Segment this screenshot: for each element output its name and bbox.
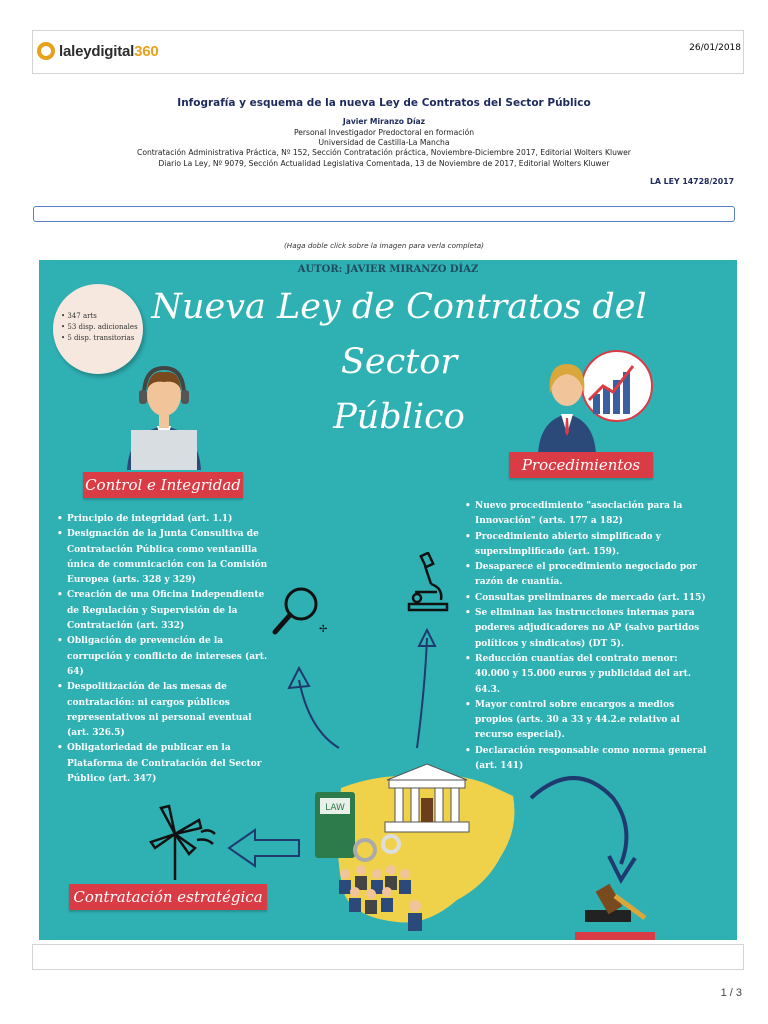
list-item: • Nuevo procedimiento "asociación para la Innovación" (arts. 177 a 182) [463,499,711,530]
list-item: • Designación de la Junta Consultiva de Contratación Pública como ventanilla única de comunicación con la Comisión Europea (arts. 328 y 329) [55,527,270,588]
control-integridad-list [55,512,270,787]
page-number: 1 / 3 [720,987,742,999]
list-item: • Consultas preliminares de mercado (art. 115) [463,591,711,606]
windmill-icon [139,802,219,882]
control-integridad-ribbon: Control e Integridad [83,472,243,498]
empty-content-box [33,206,735,222]
document-footer [32,944,744,970]
stat-item: • 53 disp. adicionales [61,322,138,333]
svg-text:✢: ✢ [319,624,328,635]
magnifier-icon [269,584,333,640]
microscope-icon [403,552,453,614]
list-item: • Obligatoriedad de publicar en la Plataforma de Contratación del Sector Público (art. 347) [55,741,270,787]
source-citation-1: Contratación Administrativa Práctica, Nº 152, Sección Contratación práctica, Noviembre-Diciembre 2017, Editorial Wolters Kluwer [137,148,631,157]
procedimientos-ribbon: Procedimientos [509,452,653,478]
list-item: • Declaración responsable como norma general (art. 141) [463,744,711,775]
arrow-up-icon [405,628,445,752]
list-item: • Obligación de prevención de la corrupción y conflicto de intereses (art. 64) [55,634,270,680]
arrow-left-icon [225,826,301,870]
stat-item: • 347 arts [61,311,138,322]
contratacion-estrategica-ribbon: Contratación estratégica [69,884,267,910]
header-date: 26/01/2018 [689,43,741,53]
document-header [32,30,744,74]
laleydigital-logo[interactable] [37,42,159,60]
list-item: • Se eliminan las instrucciones internas para poderes adjudicadores no AP (salvo partidos políticos y sindicatos) (DT 5). [463,606,711,652]
gavel-icon [575,874,655,940]
source-citation-2: Diario La Ley, Nº 9079, Sección Actualidad Legislativa Comentada, 13 de Noviembre de 2017, Editorial Wolters Kluwer [158,159,610,168]
infographic-image[interactable] [39,260,737,940]
logo-text: laleydigital360 [59,42,159,60]
list-item: • Principio de integridad (art. 1.1) [55,512,270,527]
click-note: (Haga doble click sobre la imagen para verla completa) [283,241,484,250]
reference-number: LA LEY 14728/2017 [649,177,734,186]
document-title: Infografía y esquema de la nueva Ley de Contratos del Sector Público [177,97,591,109]
infographic-title-line2: Público [333,397,465,437]
spain-map-icon [307,758,547,940]
procedimientos-list [463,499,711,774]
stat-item: • 5 disp. transitorias [61,333,138,344]
man-laptop-icon [119,360,209,472]
woman-chart-icon [537,348,657,456]
infographic-author: AUTOR: JAVIER MIRANZO DÍAZ [297,264,479,275]
author-position: Personal Investigador Predoctoral en formación [293,128,475,137]
author-university: Universidad de Castilla-La Mancha [318,138,450,147]
logo-icon [37,42,55,60]
list-item: • Creación de una Oficina Independiente de Regulación y Supervisión de la Contratación (art. 332) [55,588,270,634]
list-item: • Desaparece el procedimiento negociado por razón de cuantía. [463,560,711,591]
author-name: Javier Miranzo Díaz [342,117,426,126]
list-item: • Reducción cuantías del contrato menor: 40.000 y 15.000 euros y publicidad del art. 64.3. [463,652,711,698]
list-item: • Procedimiento abierto simplificado y supersimplificado (art. 159). [463,530,711,561]
arrow-up-left-icon [279,660,349,752]
infographic-title-line1: Nueva Ley de Contratos del Sector [151,287,647,382]
list-item: • Despolitización de las mesas de contratación: ni cargos públicos representativos ni personal eventual (art. 326.5) [55,680,270,741]
list-item: • Mayor control sobre encargos a medios propios (arts. 30 a 33 y 44.2.e relativo al recurso especial). [463,698,711,744]
law-book-label: LAW [325,803,345,813]
